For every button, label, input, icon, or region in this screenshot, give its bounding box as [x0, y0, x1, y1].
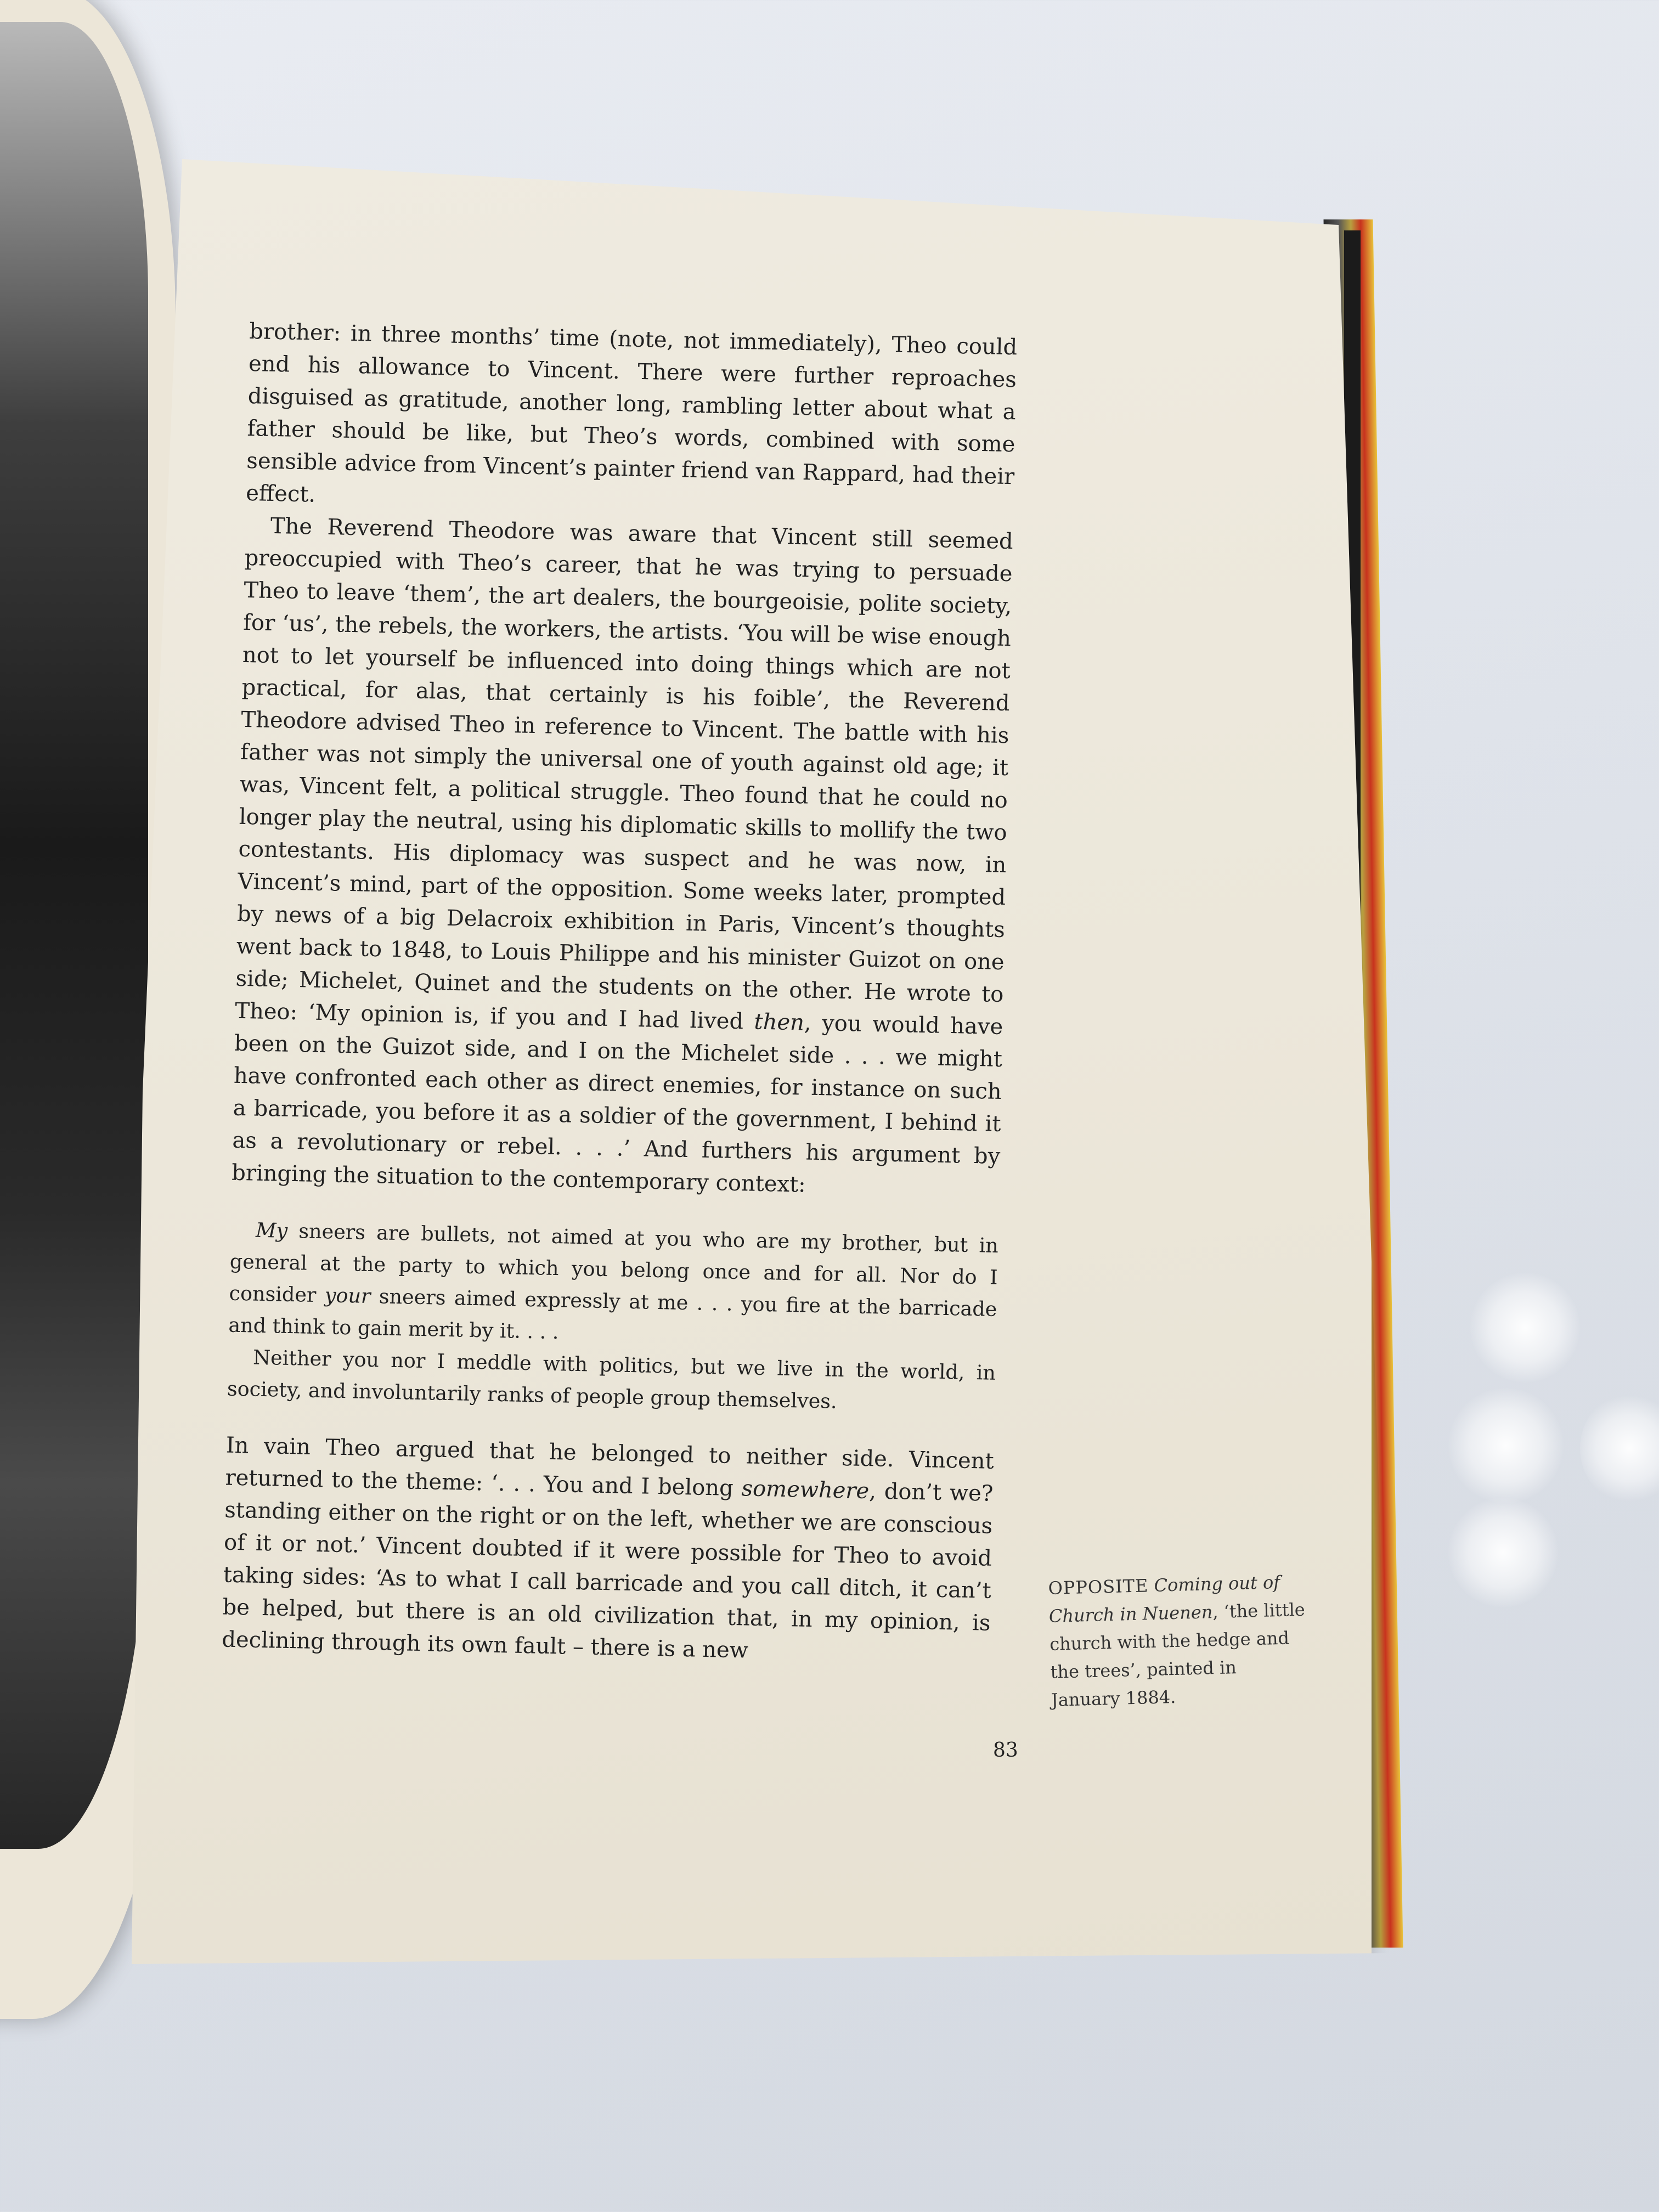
paragraph: brother: in three months’ time (note, not immediately), Theo could end his allowance to Vincent. There were further reproaches disguised as gratitude, another long, rambling letter about what a father should be like, but Theo’s words, combined with some sensible advice from Vincent’s painter friend van Rappard, had their effect.	[245, 318, 1018, 507]
paragraph: The Reverend Theodore was aware that Vincent still seemed preoccupied with Theo’s career, that he was trying to persuade Theo to leave ‘them’, the art dealers, the bourgeoisie, polite society, for ‘us’, the rebels, the workers, the artists. ‘You will be wise enough not to let yourself be influenced into doing things which are not practical, for alas, that certainly is his foible’, the Reverend Theodore advised Theo in reference to Vincent. The battle with his father was not simply the universal one of youth against old age; it was, Vincent felt, a political struggle. Theo found that he could no longer play the neutral, using his diplomatic skills to mollify the two contestants. His diplomacy was suspect and he was now, in Vincent’s mind, part of the opposition. Some weeks later, prompted by news of a big Delacroix exhibition in Paris, Vincent’s thoughts went back to 1848, to Louis Philippe and his minister Guizot on one side; Michelet, Quinet and the students on the other. He wrote to Theo: ‘My opinion is, if you and I had lived then, you would have been on the Guizot side, and I on the Michelet side . . . we might have confronted each other as direct enemies, for instance on such a barricade, you before it as a soldier of the government, I behind it as a revolutionary or rebel. . . .’ And furthers his argument by bringing the situation to the contemporary context:	[231, 513, 1014, 1198]
light-glare	[1448, 1498, 1558, 1607]
text-column	[222, 315, 1018, 1672]
quote-paragraph: My sneers are bullets, not aimed at you who are my brother, but in general at the party to which you belong once and for all. Nor do I consider your sneers aimed expressly at me . . . you fire at the barricade and think to gain merit by it. . . .	[228, 1218, 999, 1344]
quote-paragraph: Neither you nor I meddle with politics, but we live in the world, in society, and involuntarily ranks of people group themselves.	[227, 1345, 996, 1413]
light-glare	[1580, 1393, 1659, 1503]
facing-page-photograph	[0, 22, 148, 1849]
paragraph: In vain Theo argued that he belonged to neither side. Vincent returned to the theme: ‘. . . You and I belong somewhere, don’t we? standing either on the right or on the left, whether we are conscious of it or not.’ Vincent doubted if it were possible for Theo to avoid taking sides: ‘As to what I call barricade and you call ditch, it can’t be helped, but there is an old civilization that, in my opinion, is declining through its own fault – there is a new	[221, 1432, 995, 1663]
page-number: 83	[993, 1739, 1018, 1762]
light-glare	[1448, 1388, 1564, 1503]
block-quote	[227, 1214, 998, 1421]
light-glare	[1470, 1273, 1580, 1383]
image-caption: OPPOSITE Coming out of Church in Nuenen, ‘the little church with the hedge and the trees’, painted in January 1884.	[1048, 1571, 1306, 1711]
